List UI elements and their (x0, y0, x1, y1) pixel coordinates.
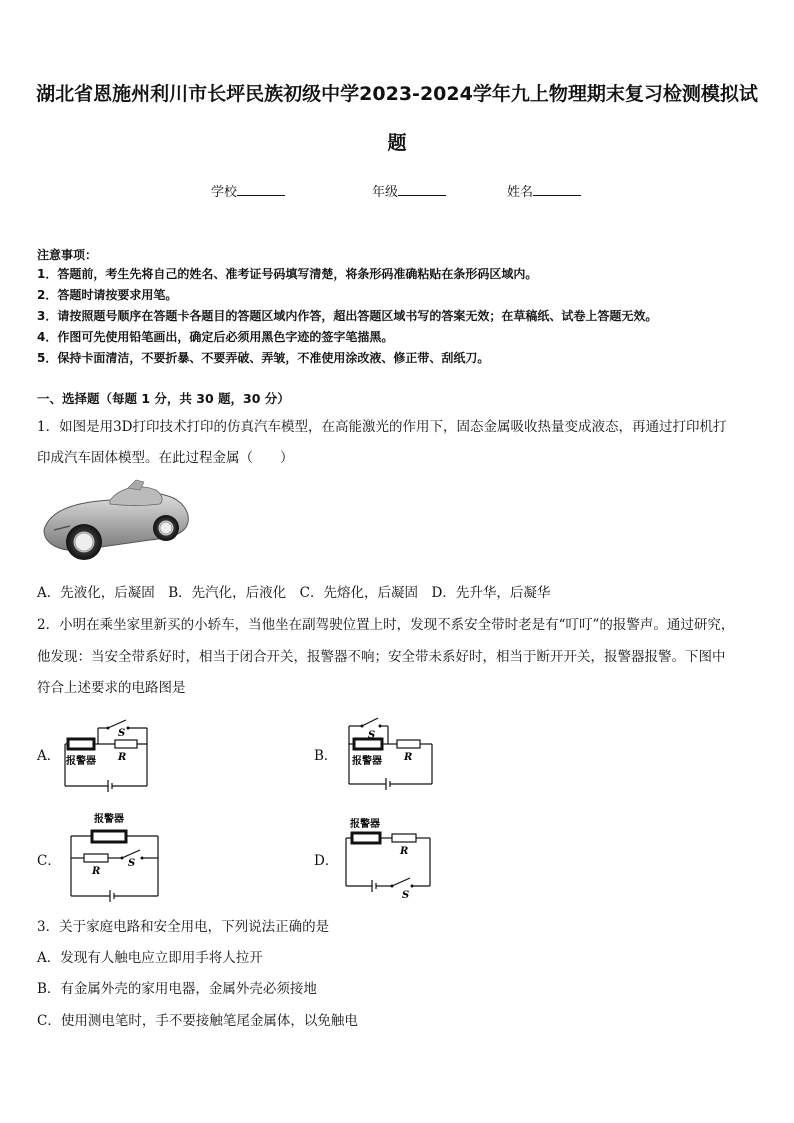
school-blank (237, 183, 285, 196)
resistor-label: R (404, 752, 413, 763)
note-item: 4．作图可先使用铅笔画出，确定后必须用黑色字迹的签字笔描黑。 (37, 330, 394, 344)
circuit-diagram-d (342, 814, 437, 900)
note-item: 2．答题时请按要求用笔。 (37, 288, 178, 302)
q1-line1: 1．如图是用3D打印技术打印的仿真汽车模型，在高能激光的作用下，固态金属吸收热量变成液态，再通过打印机打 (37, 419, 727, 435)
q2-option-a-label: A． (37, 748, 61, 764)
switch-label: S (368, 730, 376, 741)
circuit-diagram-c (66, 810, 166, 902)
q2-option-d-label: D． (314, 853, 339, 869)
switch-label: S (402, 890, 410, 900)
q2-line1: 2．小明在乘坐家里新买的小轿车，当他坐在副驾驶位置上时，发现不系安全带时老是有“叮叮”的报警声。通过研究， (37, 617, 735, 633)
note-item: 3．请按照题号顺序在答题卡各题目的答题区域内作答，超出答题区域书写的答案无效；在草稿纸、试卷上答题无效。 (37, 309, 658, 323)
grade-blank (398, 183, 446, 196)
name-field (507, 181, 581, 200)
switch-label: S (118, 728, 126, 739)
school-field (211, 181, 285, 200)
q2-line2: 他发现：当安全带系好时，相当于闭合开关，报警器不响；安全带未系好时，相当于断开开关，报警器报警。下图中 (37, 649, 726, 665)
note-item: 1．答题前，考生先将自己的姓名、准考证号码填写清楚，将条形码准确粘贴在条形码区域内。 (37, 267, 538, 281)
page-title-continued: 题 (387, 132, 407, 154)
q1-options: A．先液化，后凝固 B．先汽化，后液化 C．先熔化，后凝固 D．先升华，后凝华 (37, 585, 551, 601)
alarm-label: 报警器 (94, 814, 124, 825)
school-label: 学校 (211, 185, 238, 200)
q3-option-c: C．使用测电笔时，手不要接触笔尾金属体，以免触电 (37, 1013, 358, 1029)
q2-option-b-label: B． (314, 748, 338, 764)
grade-field (372, 181, 446, 200)
car-model-image (40, 478, 192, 568)
note-item: 5．保持卡面清洁，不要折暴、不要弄破、弄皱，不准使用涂改液、修正带、刮纸刀。 (37, 351, 490, 365)
alarm-label: 报警器 (66, 756, 96, 767)
resistor-label: R (92, 866, 101, 877)
grade-label: 年级 (372, 185, 399, 200)
q2-option-c-label: C． (37, 853, 61, 869)
q1-line2: 印成汽车固体模型。在此过程金属（ ） (37, 450, 294, 466)
q3-stem: 3．关于家庭电路和安全用电，下列说法正确的是 (37, 919, 330, 935)
q3-option-a: A．发现有人触电应立即用手将人拉开 (37, 950, 263, 966)
q2-line3: 符合上述要求的电路图是 (37, 680, 186, 696)
section-heading: 一、选择题（每题 1 分，共 30 题，30 分） (37, 391, 290, 406)
notes-heading: 注意事项： (37, 248, 98, 262)
q3-option-b: B．有金属外壳的家用电器，金属外壳必须接地 (37, 981, 317, 997)
circuit-diagram-a (60, 712, 155, 792)
name-blank (533, 183, 581, 196)
alarm-label: 报警器 (350, 819, 380, 830)
page-title: 湖北省恩施州利川市长坪民族初级中学2023-2024学年九上物理期末复习检测模拟试 (36, 83, 758, 105)
resistor-label: R (118, 752, 127, 763)
name-label: 姓名 (507, 185, 534, 200)
switch-label: S (128, 858, 136, 869)
circuit-diagram-b (344, 706, 439, 792)
resistor-label: R (400, 846, 409, 857)
alarm-label: 报警器 (352, 756, 382, 767)
